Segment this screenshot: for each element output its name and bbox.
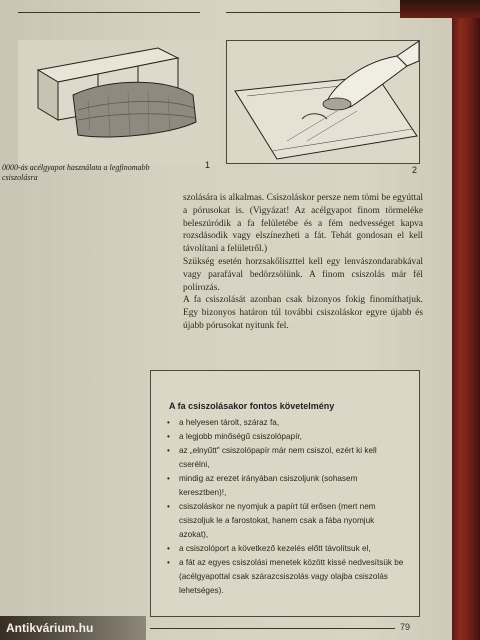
requirements-box	[150, 370, 420, 617]
requirements-title: A fa csiszolásakor fontos követelmény	[169, 401, 335, 411]
list-item: • a legjobb minőségű csiszolópapír,	[165, 430, 405, 444]
paragraph-3: A fa csiszolását azonban csak bizonyos fokig finomíthatjuk. Egy bizonyos határon túl további csiszoláskor egyre újabb és újabb pórusokat nyitunk fel.	[183, 295, 423, 331]
figure-2-sanding	[226, 40, 420, 164]
bottom-rule	[150, 628, 395, 629]
book-cover-edge	[452, 0, 480, 640]
body-text	[183, 192, 423, 333]
page-number: 79	[400, 622, 411, 632]
paragraph-2: Szükség esetén horzsakőliszttel kell egy lenvászondarabkával vagy parafával bedörzsölünk. A finom csiszolás már fél polírozás.	[183, 256, 423, 293]
paragraph-1: szolására is alkalmas. Csiszoláskor persze nem tömi be egyúttal a pórusokat is. (Vigyázat! Az acélgyapot finom törmeléke beleszúródik a fa felületébe és a fém nedvességet kapva rozsdásodik vagy elszínezheti a fát. Tehát gondosan el kell távolítani a felületről.)	[183, 193, 423, 255]
list-item: • csiszoláskor ne nyomjuk a papírt túl erősen (mert nem csiszoljuk le a farostokat, hanem csak a fába nyomjuk azokat),	[165, 500, 405, 542]
list-item: • mindig az erezet irányában csiszoljunk (sohasem keresztben)!,	[165, 472, 405, 500]
top-rule-left	[18, 12, 200, 13]
figure-1-steel-wool	[18, 40, 218, 165]
watermark: Antikvárium.hu	[0, 616, 146, 640]
steel-wool-drawing	[18, 40, 218, 165]
requirements-list	[165, 416, 405, 598]
list-item: • a csiszolóport a következő kezelés előtt távolítsuk el,	[165, 542, 405, 556]
top-rule-right	[226, 12, 416, 13]
figure-2-number: 2	[412, 165, 418, 175]
list-item: • a helyesen tárolt, száraz fa,	[165, 416, 405, 430]
list-item: • a fát az egyes csiszolási menetek között kissé nedvesítsük be (acélgyapottal csak szárazcsiszolás vagy olajba csiszolás lehetséges).	[165, 556, 405, 598]
book-cover-corner	[400, 0, 480, 18]
list-item: • az „elnyűtt" csiszolópapír már nem csiszol, ezért ki kell cserélni,	[165, 444, 405, 472]
sanding-hand-drawing	[227, 41, 419, 163]
figure-1-caption: 0000-ás acélgyapot használata a legfinomabb csiszolásra	[2, 163, 150, 182]
figure-1-number: 1	[205, 160, 211, 170]
